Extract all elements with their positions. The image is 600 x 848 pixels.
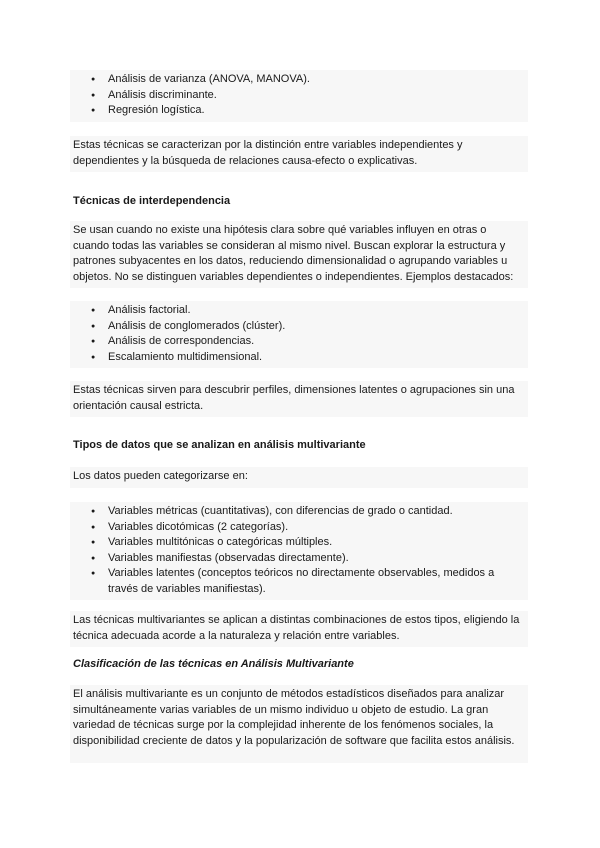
list-item: ● Análisis de conglomerados (clúster). [73, 319, 525, 335]
paragraph: Los datos pueden categorizarse en: [73, 470, 248, 482]
paragraph-block [70, 221, 528, 288]
list-item: ● Variables manifiestas (observadas directamente). [73, 551, 525, 567]
list-block-data-types [70, 502, 528, 600]
list-item: ● Análisis de varianza (ANOVA, MANOVA). [73, 72, 525, 88]
list-item: ● Escalamiento multidimensional. [73, 350, 525, 366]
paragraph: Se usan cuando no existe una hipótesis clara sobre qué variables influyen en otras o cuando todas las variables se consideran al mismo nivel. Buscan explorar la estructura y patrones subyacentes en los datos, reduciendo dimensionalidad o agrupando variables u objetos. No se distinguen variables dependientes o independientes. Ejemplos destacados: [73, 224, 514, 283]
paragraph-block [70, 136, 528, 172]
bullet-list [73, 72, 525, 119]
list-item: ● Variables métricas (cuantitativas), con diferencias de grado o cantidad. [73, 504, 525, 520]
list-item: ● Análisis discriminante. [73, 88, 525, 104]
paragraph: Estas técnicas se caracterizan por la distinción entre variables independientes y dependientes y la búsqueda de relaciones causa-efecto o explicativas. [73, 139, 463, 167]
section-heading-data-types: Tipos de datos que se analizan en análisis multivariante [73, 439, 366, 451]
list-block-dependence-techniques [70, 70, 528, 122]
bullet-list [73, 303, 525, 365]
paragraph-block [70, 467, 528, 488]
list-item: ● Regresión logística. [73, 103, 525, 119]
empty-block [70, 751, 528, 763]
list-item: ● Análisis factorial. [73, 303, 525, 319]
paragraph-block [70, 685, 528, 752]
paragraph: Estas técnicas sirven para descubrir perfiles, dimensiones latentes o agrupaciones sin una orientación causal estricta. [73, 384, 515, 412]
bullet-list [73, 504, 525, 597]
section-heading-classification: Clasificación de las técnicas en Análisis Multivariante [73, 658, 354, 670]
list-item: ● Variables dicotómicas (2 categorías). [73, 520, 525, 536]
section-heading-interdependence: Técnicas de interdependencia [73, 195, 231, 207]
paragraph: Las técnicas multivariantes se aplican a distintas combinaciones de estos tipos, eligiendo la técnica adecuada acorde a la naturaleza y relación entre variables. [73, 614, 520, 642]
paragraph-block [70, 381, 528, 417]
list-item: ● Variables multitónicas o categóricas múltiples. [73, 535, 525, 551]
list-block-interdependence-examples [70, 301, 528, 368]
list-item: ● Variables latentes (conceptos teóricos no directamente observables, medidos a través de variables manifiestas). [73, 566, 525, 597]
paragraph-block [70, 611, 528, 647]
paragraph: El análisis multivariante es un conjunto de métodos estadísticos diseñados para analizar simultáneamente varias variables de un mismo individuo u objeto de estudio. La gran variedad de técnicas surge por la complejidad inherente de los fenómenos sociales, la disponibilidad creciente de datos y la popularización de software que facilita estos análisis. [73, 688, 515, 747]
list-item: ● Análisis de correspondencias. [73, 334, 525, 350]
